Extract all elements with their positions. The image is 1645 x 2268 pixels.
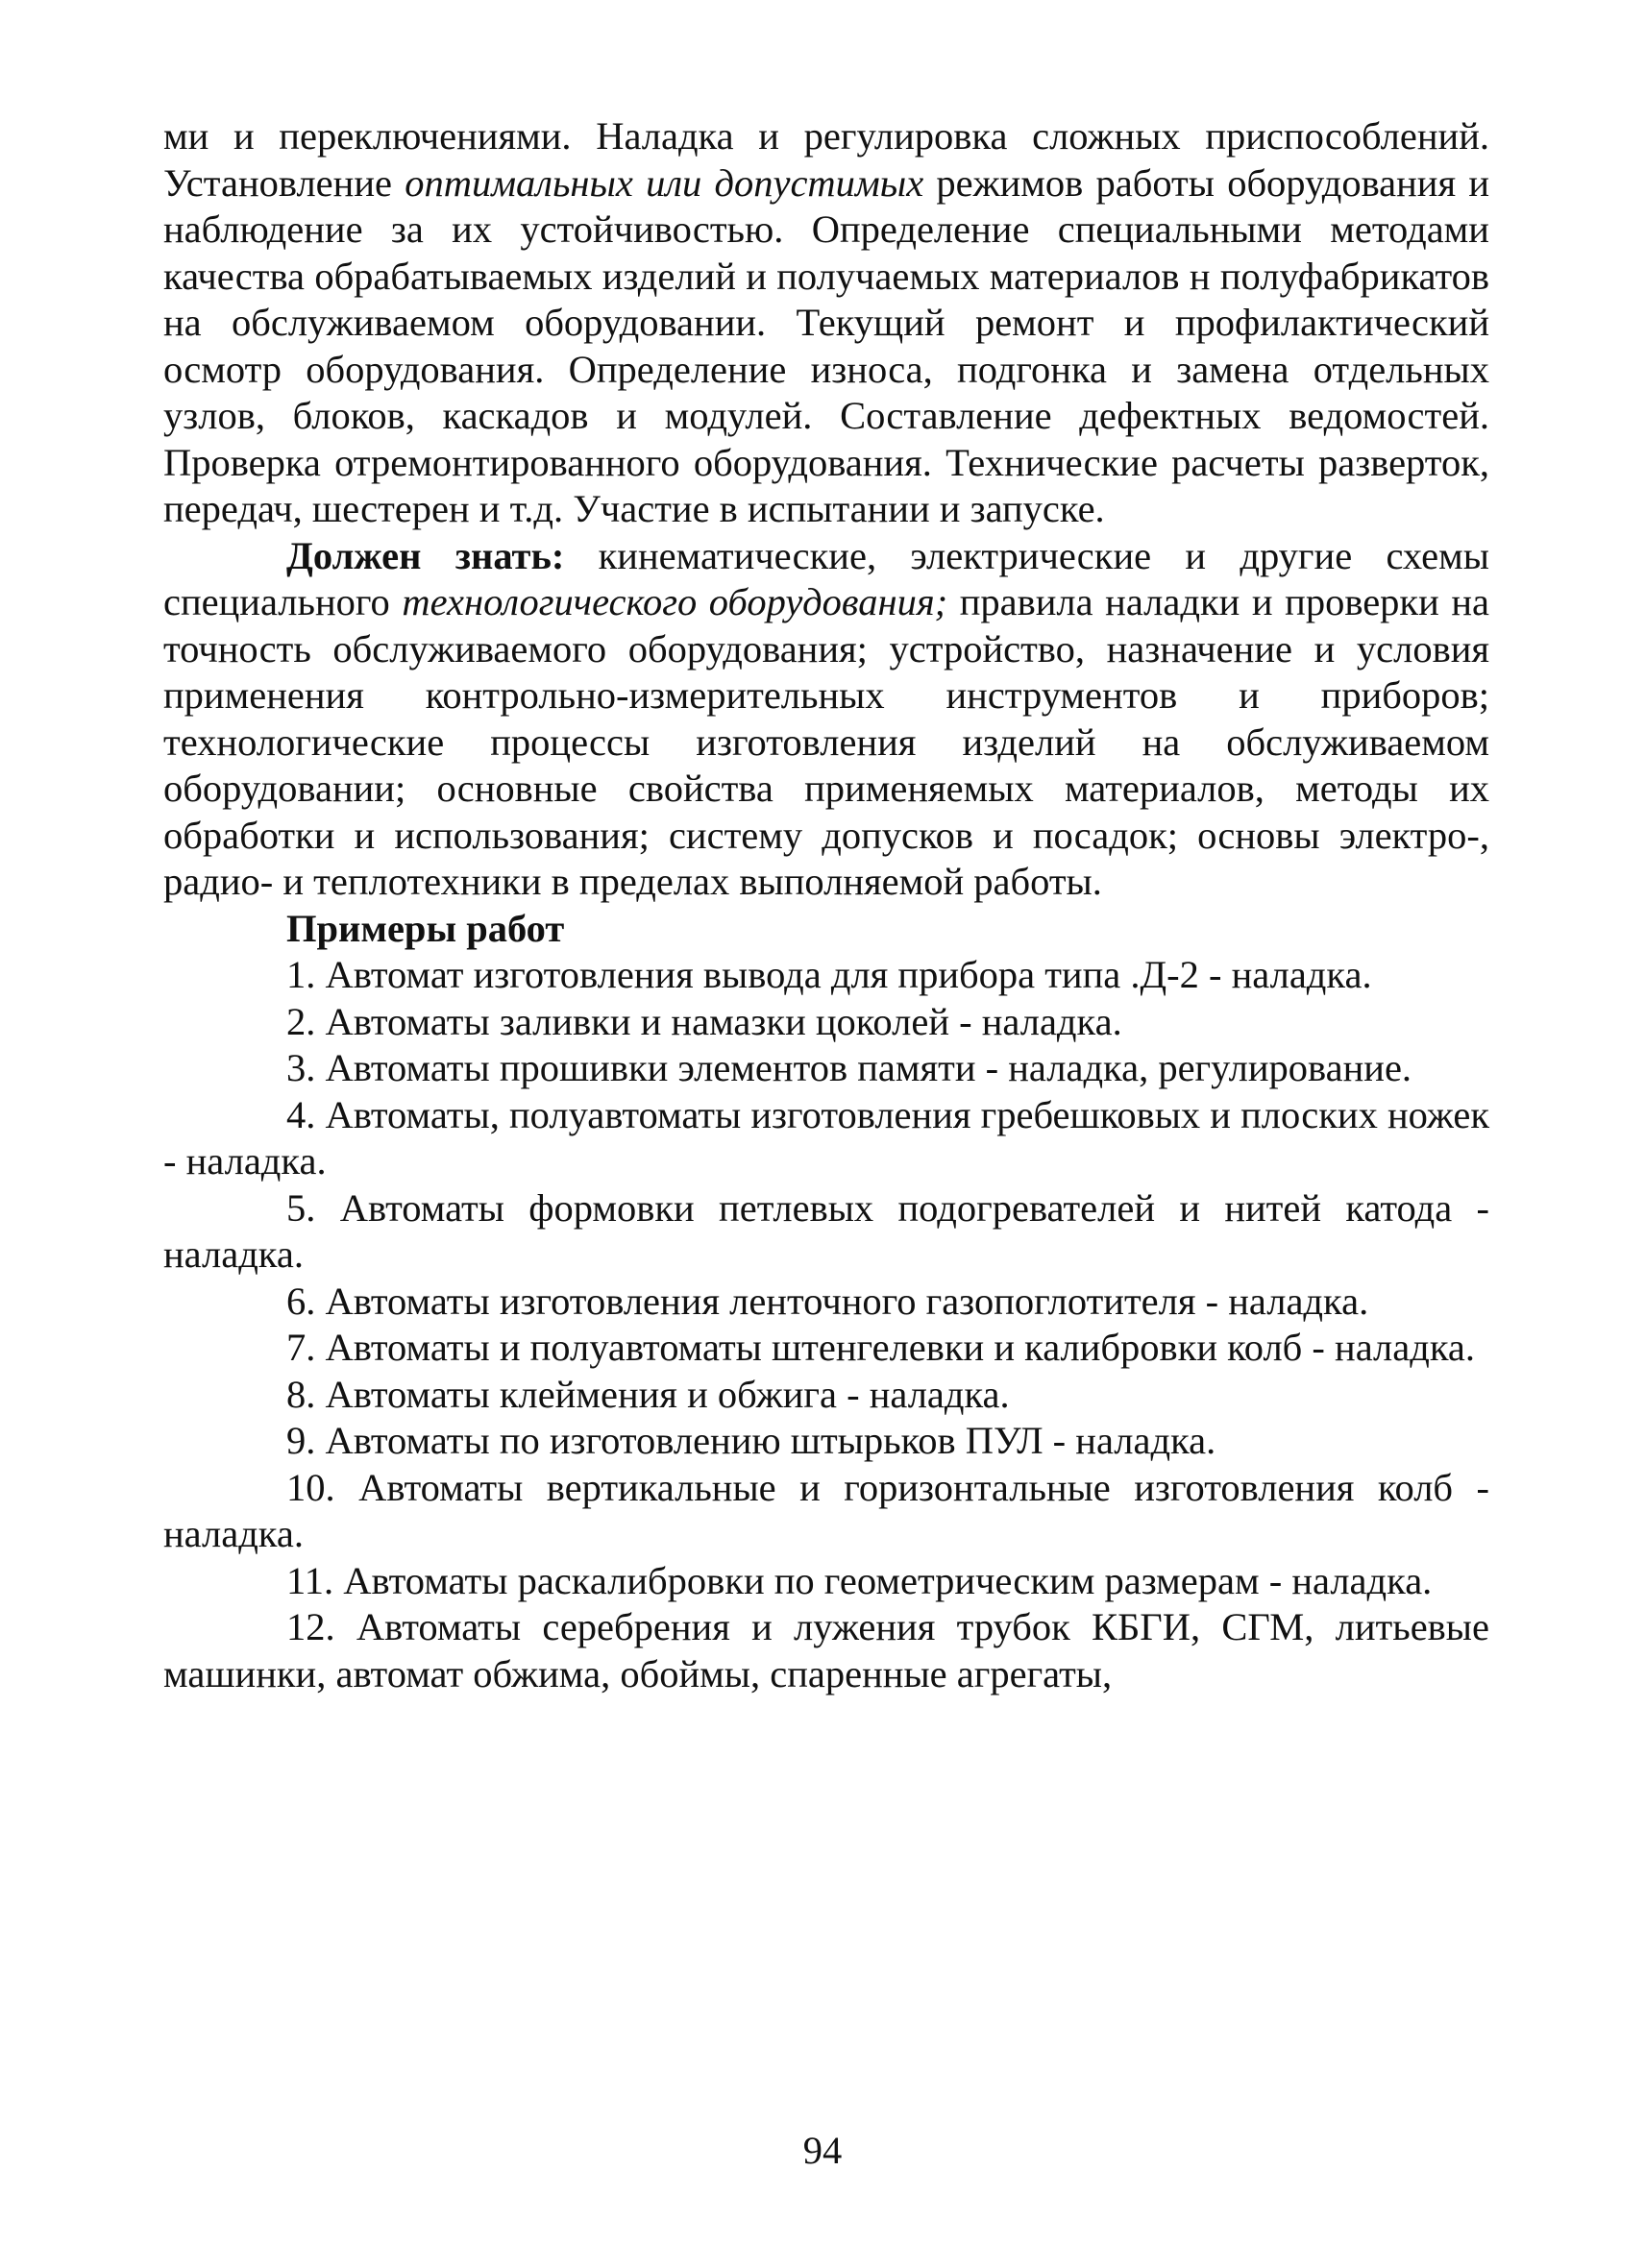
example-item: 10. Автоматы вертикальные и горизонтальные изготовления колб - наладка. (163, 1465, 1489, 1555)
page-number: 94 (802, 2129, 843, 2172)
paragraph-duties-text-b: режимов работы оборудования и наблюдение за их устойчивостью. Определение специальными методами качества обрабатываемых изделий и получаемых материалов н полуфабрикатов на обслуживаемом оборудовании. Текущий ремонт и профилактический осмотр оборудования. Определение износа, подгонка и замена отдельных узлов, блоков, каскадов и модулей. Составление дефектных ведомостей. Проверка отремонтированного оборудования. Технические расчеты разверток, передач, шестерен и т.д. Участие в испытании и запуске. (163, 160, 1490, 530)
must-know-text-a: кинематические, электрические и другие схемы специального (163, 533, 1489, 623)
paragraph-duties-text-a: ми и переключениями. Наладка и регулировка сложных приспособлений. Установление (163, 114, 1489, 205)
example-item: 7. Автоматы и полуавтоматы штенгелевки и калибровки колб - наладка. (286, 1326, 1475, 1369)
paragraph-must-know (163, 533, 1489, 906)
example-item: 8. Автоматы клеймения и обжига - наладка. (286, 1372, 1010, 1416)
paragraph-duties-italic: оптимальных или допустимых (405, 160, 924, 205)
paragraph-duties (163, 113, 1489, 533)
examples-list (163, 952, 1489, 1697)
example-item: 12. Автоматы серебрения и лужения трубок КБГИ, СГМ, литьевые машинки, автомат обжима, обоймы, спаренные агрегаты, (163, 1605, 1489, 1695)
example-item: 2. Автоматы заливки и намазки цоколей - наладка. (286, 999, 1122, 1043)
example-item: 11. Автоматы раскалибровки по геометрическим размерам - наладка. (286, 1558, 1433, 1602)
example-item: 1. Автомат изготовления вывода для прибора типа .Д-2 - наладка. (286, 953, 1372, 996)
example-item: 6. Автоматы изготовления ленточного газопоглотителя - наладка. (286, 1279, 1369, 1323)
example-item: 5. Автоматы формовки петлевых подогревателей и нитей катода - наладка. (163, 1185, 1489, 1276)
must-know-italic: технологического оборудования; (402, 580, 948, 623)
example-item: 9. Автоматы по изготовлению штырьков ПУЛ - наладка. (286, 1419, 1216, 1462)
example-item: 4. Автоматы, полуавтоматы изготовления гребешковых и плоских ножек - наладка. (163, 1092, 1489, 1183)
examples-heading: Примеры работ (286, 906, 565, 950)
example-item: 3. Автоматы прошивки элементов памяти - наладка, регулирование. (286, 1046, 1412, 1089)
must-know-label: Должен знать: (286, 533, 565, 577)
page-body (163, 113, 1489, 1697)
must-know-text-b: правила наладки и проверки на точность обслуживаемого оборудования; устройство, назначение и условия применения контрольно-измерительных инструментов и приборов; технологические процессы изготовления изделий на обслуживаемом оборудовании; основные свойства применяемых материалов, методы их обработки и использования; систему допусков и посадок; основы электро-, радио- и теплотехники в пределах выполняемой работы. (163, 580, 1489, 903)
